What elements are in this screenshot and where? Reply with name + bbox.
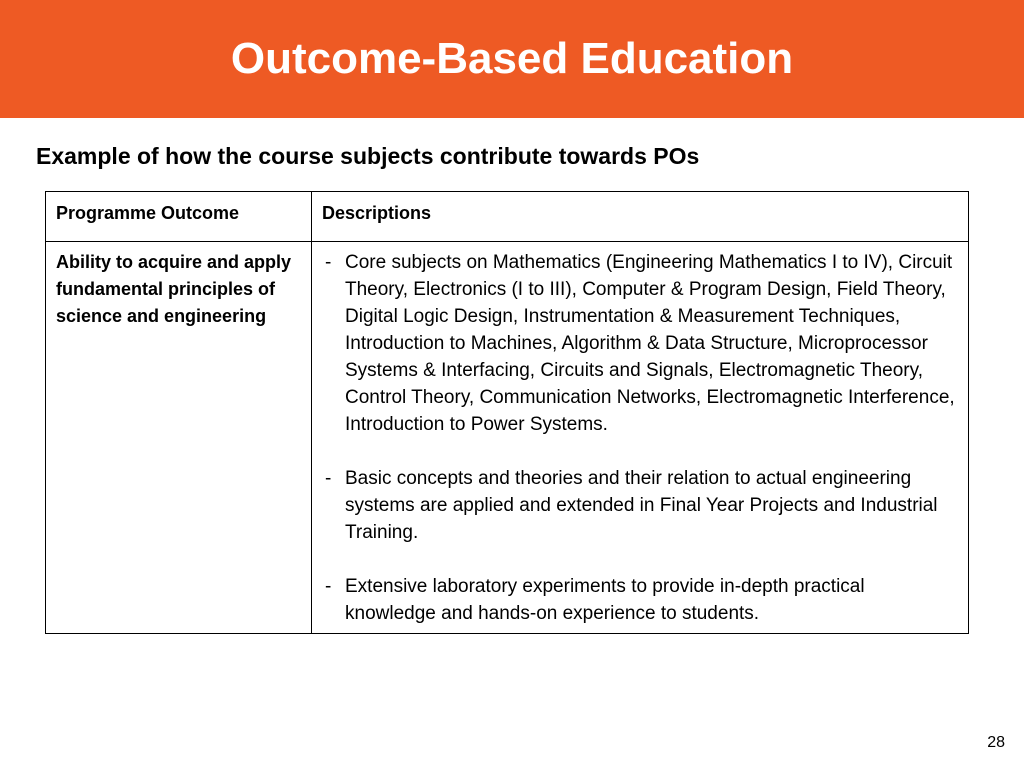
description-item [322, 573, 958, 627]
slide-title: Outcome-Based Education [230, 34, 794, 83]
slide-subtitle: Example of how the course subjects contribute towards POs [36, 143, 700, 169]
header-programme-outcome: Programme Outcome [46, 192, 312, 242]
description-text: Extensive laboratory experiments to provide in-depth practical knowledge and hands-on experience to students. [345, 576, 865, 624]
outcome-text: Ability to acquire and apply fundamental principles of science and engineering [56, 252, 292, 326]
description-item [322, 249, 958, 438]
header-descriptions: Descriptions [312, 192, 969, 242]
description-text: Basic concepts and theories and their relation to actual engineering systems are applied and extended in Final Year Projects and Industrial Training. [345, 468, 938, 543]
descriptions-cell [312, 242, 969, 634]
dash-bullet: - [325, 576, 332, 597]
page-number: 28 [987, 734, 1005, 751]
description-text: Core subjects on Mathematics (Engineering Mathematics I to IV), Circuit Theory, Electronics (I to III), Computer & Program Design, Field Theory, Digital Logic Design, Instrumentation & Measurement Techniques, Introduction to Machines, Algorithm & Data Structure, Microprocessor Systems & Interfacing, Circuits and Signals, Electromagnetic Theory, Control Theory, Communication Networks, Electromagnetic Interference, Introduction to Power Systems. [345, 252, 955, 435]
outcome-cell [46, 242, 312, 634]
description-item [322, 465, 958, 546]
description-list [322, 249, 958, 627]
dash-bullet: - [325, 252, 332, 273]
table-header-row [46, 192, 969, 242]
table-row [46, 242, 969, 634]
programme-outcome-table [45, 191, 969, 634]
dash-bullet: - [325, 468, 332, 489]
